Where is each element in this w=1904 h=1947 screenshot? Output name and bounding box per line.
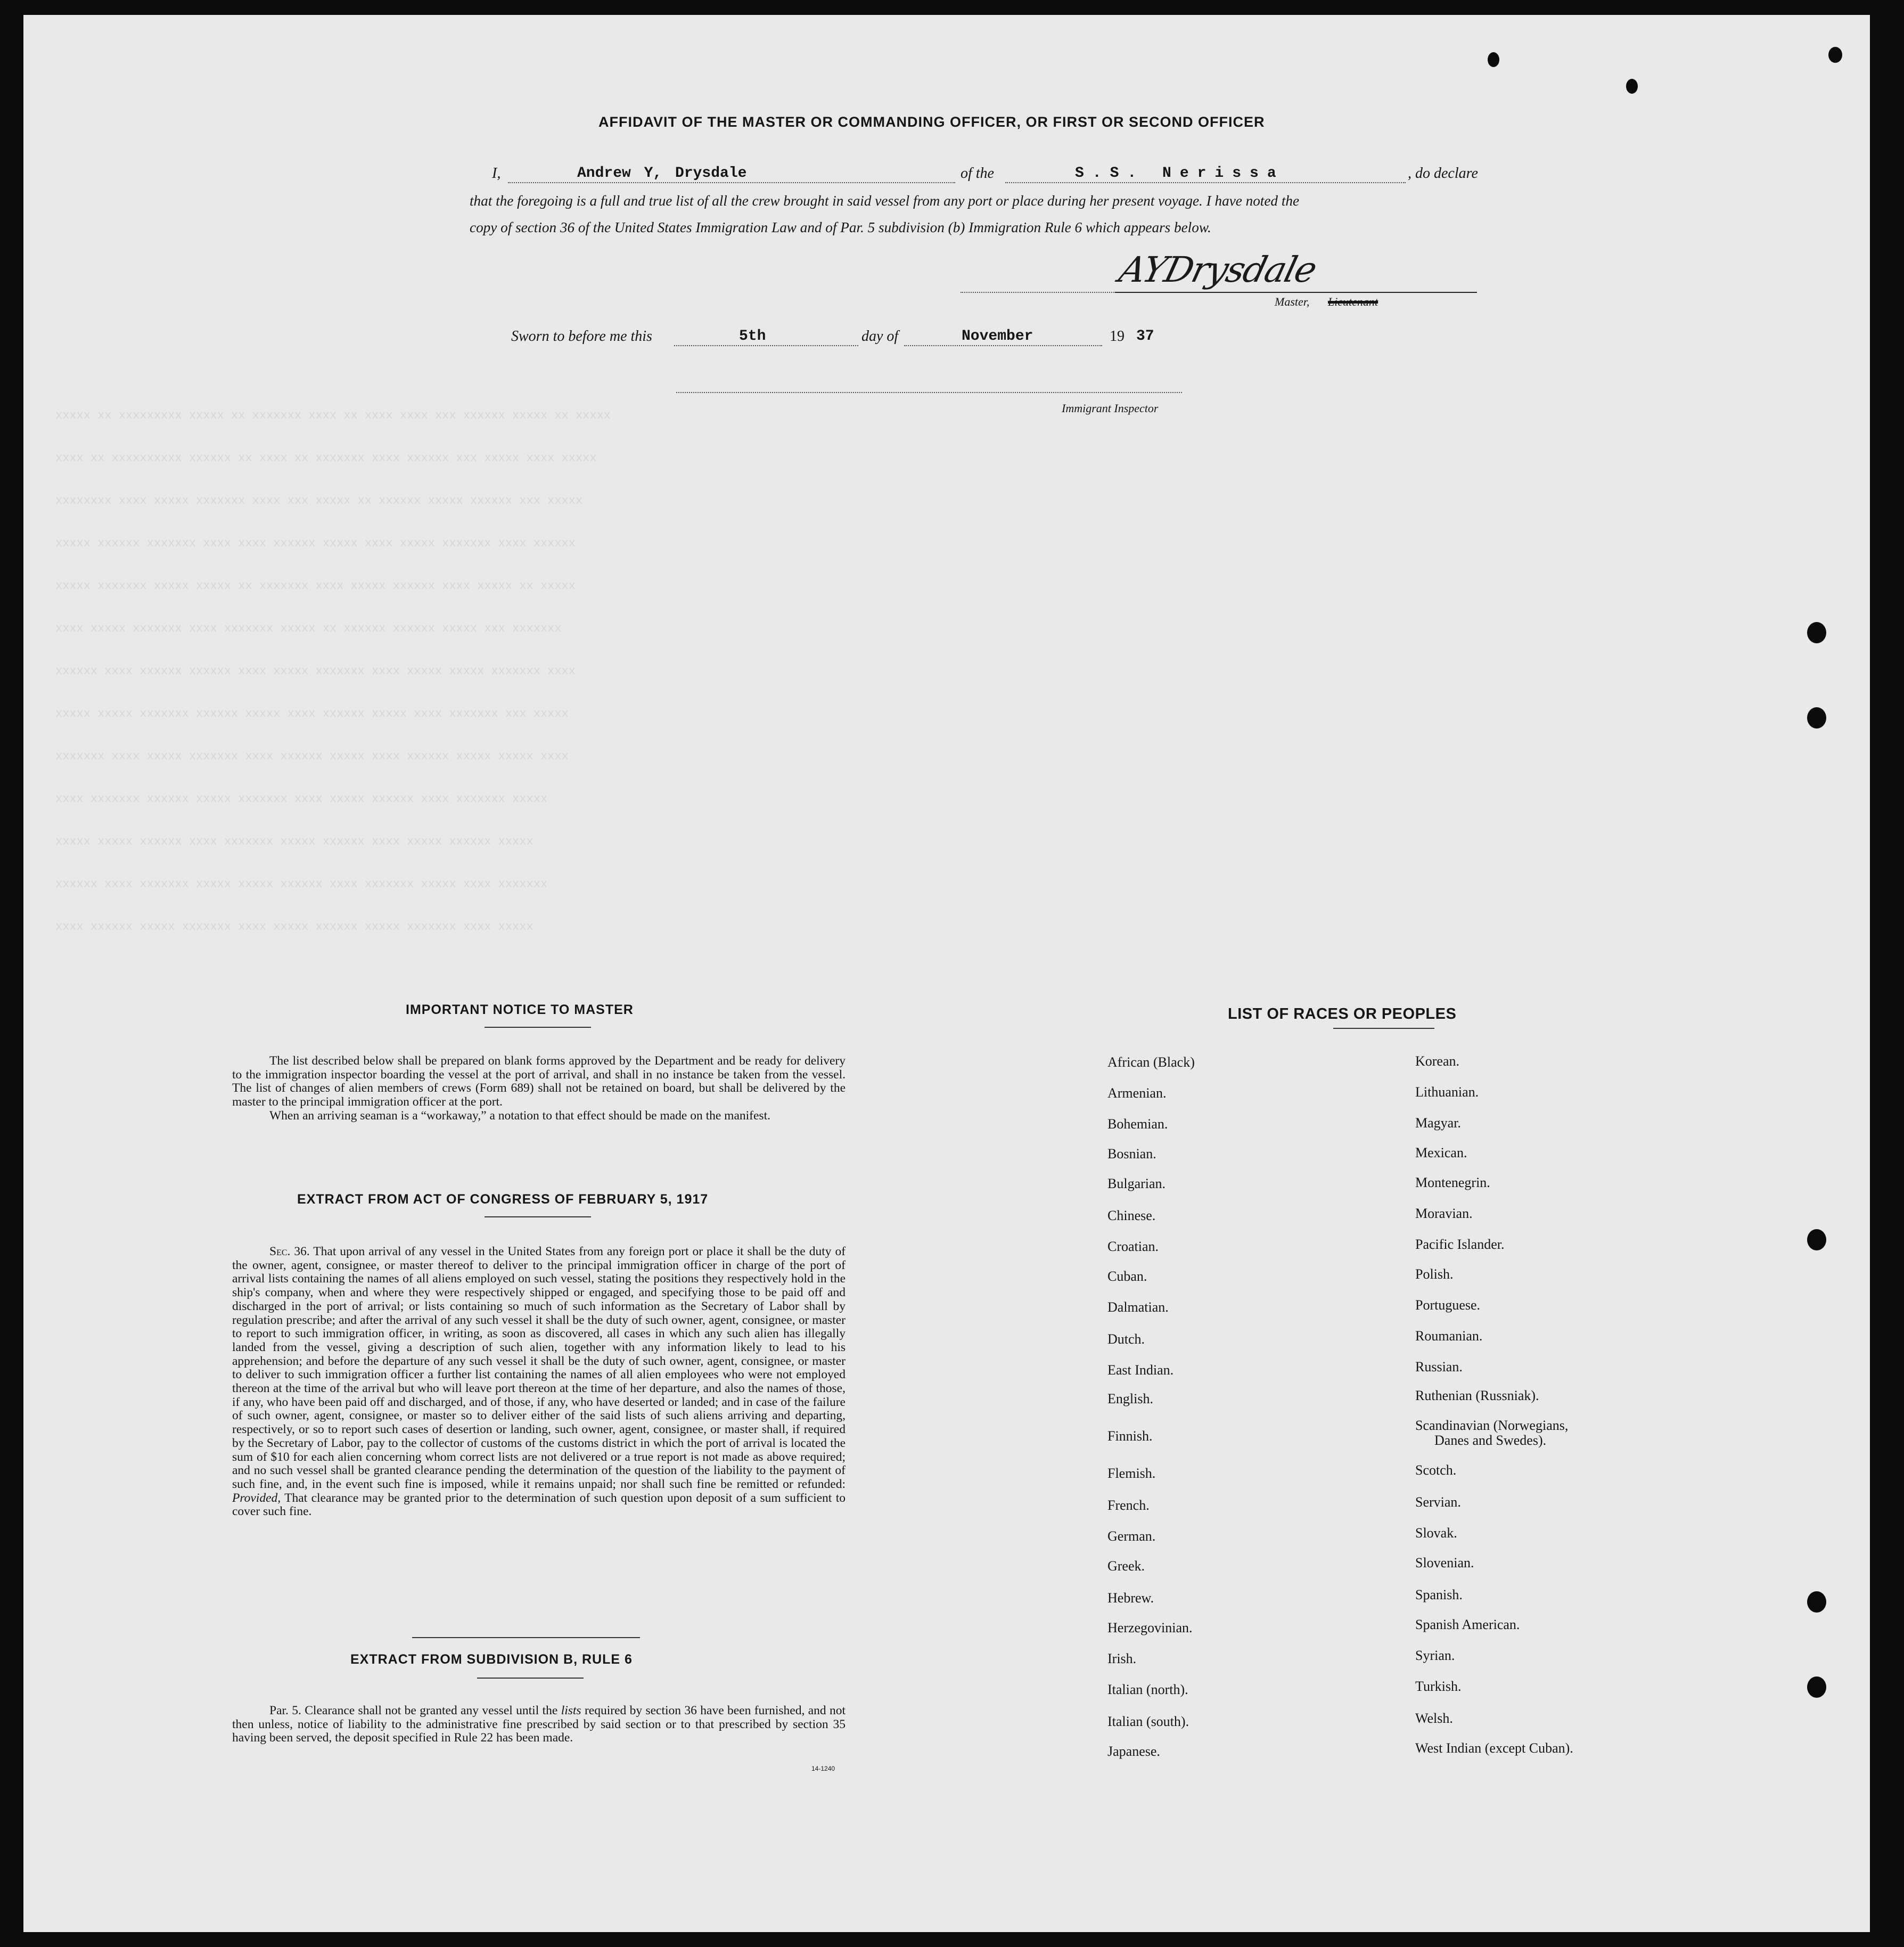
race-item: Herzegovinian.: [1107, 1620, 1193, 1635]
race-item: Syrian.: [1415, 1648, 1455, 1663]
punch-hole: [1807, 1676, 1826, 1698]
races-divider: [1333, 1028, 1434, 1029]
race-item: Italian (north).: [1107, 1682, 1188, 1697]
race-item: Danes and Swedes).: [1434, 1433, 1547, 1448]
punch-hole: [1807, 1229, 1826, 1250]
race-item: Welsh.: [1415, 1711, 1453, 1726]
sworn-day: 5th: [739, 328, 766, 345]
rule-extract-title: EXTRACT FROM SUBDIVISION B, RULE 6: [350, 1652, 633, 1667]
race-item: Scandinavian (Norwegians,: [1415, 1418, 1569, 1433]
race-item: Magyar.: [1415, 1115, 1461, 1131]
punch-hole: [1626, 79, 1638, 94]
name-line: [508, 182, 955, 183]
punch-hole: [1807, 707, 1826, 729]
race-item: Dutch.: [1107, 1331, 1145, 1347]
affidavit-statement-2: copy of section 36 of the United States Immigration Law and of Par. 5 subdivision (b) Immigration Rule 6 which appears below.: [470, 219, 1211, 235]
punch-hole: [1807, 622, 1826, 643]
race-item: Roumanian.: [1415, 1328, 1483, 1344]
affidavit-do-declare: , do declare: [1408, 165, 1478, 182]
act-extract-title: EXTRACT FROM ACT OF CONGRESS OF FEBRUARY 5, 1917: [297, 1192, 709, 1207]
affidavit-title: AFFIDAVIT OF THE MASTER OR COMMANDING OFFICER, OR FIRST OR SECOND OFFICER: [598, 114, 1265, 130]
rule-extract-divider: [477, 1678, 584, 1679]
affidavit-statement-1: that the foregoing is a full and true list of all the crew brought in said vessel from any port or place during her present voyage. I have noted the: [470, 193, 1300, 209]
race-item: Flemish.: [1107, 1466, 1156, 1481]
master-signature: AYDrysdale: [1115, 249, 1320, 290]
race-item: Slovak.: [1415, 1525, 1457, 1541]
race-item: Cuban.: [1107, 1269, 1147, 1284]
rule-extract-top-divider: [412, 1637, 640, 1638]
notice-title: IMPORTANT NOTICE TO MASTER: [406, 1002, 634, 1017]
race-item: Mexican.: [1415, 1145, 1467, 1160]
signature-role-struck: Lieutenant: [1328, 295, 1378, 308]
races-title: LIST OF RACES OR PEOPLES: [1228, 1005, 1457, 1022]
inspector-label: Immigrant Inspector: [1062, 402, 1159, 415]
section-label: Sec. 36.: [269, 1245, 310, 1258]
race-item: Bohemian.: [1107, 1116, 1168, 1132]
section-36-text-end: That clearance may be granted prior to the determination of such question upon deposit of a sum sufficient to cover such fine.: [232, 1491, 846, 1519]
race-item: German.: [1107, 1528, 1156, 1544]
race-item: Japanese.: [1107, 1744, 1160, 1759]
race-item: Hebrew.: [1107, 1590, 1154, 1606]
rule-extract-body: [232, 1704, 846, 1745]
affidavit-pre-name: I,: [492, 165, 501, 182]
race-item: Spanish.: [1415, 1587, 1463, 1602]
race-item: Scotch.: [1415, 1462, 1457, 1478]
race-item: Bulgarian.: [1107, 1176, 1166, 1191]
lists-word: lists: [561, 1704, 581, 1717]
punch-hole: [1828, 47, 1842, 63]
race-item: Slovenian.: [1415, 1555, 1474, 1570]
race-item: Armenian.: [1107, 1085, 1167, 1101]
race-item: Pacific Islander.: [1415, 1237, 1505, 1252]
race-item: Lithuanian.: [1415, 1084, 1479, 1100]
signature-line: [1115, 292, 1477, 293]
race-item: Croatian.: [1107, 1239, 1159, 1254]
race-item: Bosnian.: [1107, 1146, 1156, 1161]
race-item: Moravian.: [1415, 1206, 1473, 1221]
race-item: Polish.: [1415, 1266, 1454, 1282]
notice-divider: [485, 1027, 591, 1028]
act-extract-body: [232, 1245, 846, 1519]
provided-word: Provided,: [232, 1491, 281, 1505]
race-item: Korean.: [1415, 1053, 1460, 1069]
section-36-text: That upon arrival of any vessel in the United States from any foreign port or place it shall be the duty of the owner, agent, consignee, or master thereof to deliver to the principal immigration officer in charge of the port of arrival lists containing the names of all aliens employed on such vessel, stating the positions they respectively hold in the ship's company, when and where they were respectively shipped or engaged, and specifying those to be paid off and discharged in the port of arrival; or lists containing so much of such information as the Secretary of Labor shall by regulation prescribe; and after the arrival of any such vessel it shall be the duty of such owner, agent, consignee, or master to report to such immigration officer, in writing, as soon as discovered, all cases in which any such alien has illegally landed from the vessel, giving a description of such alien, together with any information likely to lead to his apprehension; and before the departure of any such vessel it shall be the duty of such owner, agent, consignee, or master to deliver to such immigration officer a further list containing the names of all alien employees who were not employed thereon at the time of the arrival but who will leave port thereon at the time of her departure, and also the names of those, if any, who have been paid off and discharged, and of those, if any, who have deserted or landed; and in case of the failure of such owner, agent, consignee, or master so to deliver either of the said lists of such aliens arriving and departing, respectively, or so to report such cases of desertion or landing, such owner, agent, consignee, or master shall, if required by the Secretary of Labor, pay to the collector of customs of the customs district in which the port of arrival is located the sum of $10 for each alien concerning whom correct lists are not delivered or a true report is not made as above required; and no such vessel shall be granted clearance pending the determination of the question of the liability to the payment of such fine, and, in the event such fine is imposed, while it remains unpaid; nor shall such fine be remitted or refunded:: [232, 1245, 846, 1491]
sworn-year-prefix: 19: [1110, 328, 1125, 345]
race-item: Finnish.: [1107, 1428, 1153, 1444]
vessel-name: S.S. Nerissa: [1075, 165, 1285, 182]
race-item: Russian.: [1415, 1359, 1463, 1375]
document-page: xxxxx xx xxxxxxxxx xxxxx xx xxxxxxx xxxx xx xxxx xxxx xxx xxxxxx xxxxx xx xxxxx xxxx xx xxxxxxxxxx xxxxxx xx xxxx xx xxxxxxx xxxx xxxxxx xxx xxxxx xxxx xxxxx xxxxxxxx xxxx xxxxx xxxxxxx xxxx xxx xxxxx xx xxxxxx xxxxx xxxxxx xxx xxxxx xxxxx xxxxxx xxxxxxx xxxx xxxx xxxxxx xxxxx xxxx xxxxx xxxxxxx xxxx xxxxxx xxxxx xxxxxxx xxxxx xxxxx xx xxxxxxx xxxx xxxxx xxxxxx xxxx xxxxx xx xxxxx xxxx xxxxx xxxxxxx xxxx xxxxxxx xxxxx xx xxxxxx xxxxxx xxxxx xxx xxxxxxx xxxxxx xxxx xxxxxx xxxxxx xxxx xxxxx xxxxxxx xxxx xxxxx xxxxx xxxxxxx xxxx xxxxx xxxxx xxxxxxx xxxxxx xxxxx xxxx xxxxxx xxxxx xxxx xxxxxxx xxx xxxxx xxxxxxx xxxx xxxxx xxxxxxx xxxx xxxxxx xxxxx xxxx xxxxxx xxxxx xxxxx xxxx xxxx xxxxxxx xxxxxx xxxxx xxxxxxx xxxx xxxxx xxxxxx xxxx xxxxxxx xxxxx xxxxx xxxxx xxxxxx xxxx xxxxxxx xxxxx xxxxxx xxxx xxxxx xxxxxx xxxxx xxxxxx xxxx xxxxxxx xxxxx xxxxx xxxxxx xxxx xxxxxxx xxxxx xxxx xxxxxxx xxxx xxxxxx xxxxx xxxxxxx xxxx xxxxx xxxxxx xxxxx xxxxxxx xxxx xxxxx AFFIDAVIT OF THE MASTER OR COMMANDING OFFICER, OR FIRST OR SECOND OFFICER I, Andrew Y, Drysdale of the S.S. Nerissa , do declare that the foregoing is a full and true list of all the crew brought in said vessel from any port or place during her present voyage. I have noted the copy of section 36 of the United States Immigration Law and of Par. 5 subdivision (b) Immigration Rule 6 which appears below. AYDrysdale Master, Lieutenant Sworn to before me this 5th day of November 19 37 Immigrant Inspector IMPORTANT NOTICE TO MASTER The list described below shall be prepared on blank forms approved by the Department and be ready for delivery to the immigration inspector boarding the vessel at the port of arrival, and shall in no instance be taken from the vessel. The list of changes of alien members of crews (Form 689) shall not be retained on board, but shall be delivered by the master to the principal immigration officer at the port. When an arriving seaman is a “workaway,” a notation to that effect should be made on the manifest. EXTRACT FROM ACT OF CONGRESS OF FEBRUARY 5, 1917 Sec. 36. That upon arrival of any vessel in the United States from any foreign port or place it shall be the duty of the owner, agent, consignee, or master thereof to deliver to the principal immigration officer in charge of the port of arrival lists containing the names of all aliens employed on such vessel, stating the positions they respectively hold in the ship's company, when and where they were respectively shipped or engaged, and specifying those to be paid off and discharged in the port of arrival; or lists containing so much of such information as the Secretary of Labor shall by regulation prescribe; and after the arrival of any such vessel it shall be the duty of such owner, agent, consignee, or master to report to such immigration officer, in writing, as soon as discovered, all cases in which any such alien has illegally landed from the vessel, giving a description of such alien, together with any information likely to lead to his apprehension; and before the departure of any such vessel it shall be the duty of such owner, agent, consignee, or master to deliver to such immigration officer a further list containing the names of all alien employees who were not employed thereon at the time of the arrival but who will leave port thereon at the time of her departure, and also the names of those, if any, who have been paid off and discharged, and of those, if any, who have deserted or landed; and in case of the failure of such owner, agent, consignee, or master so to deliver either of the said lists of such aliens arriving and departing, respectively, or so to report such cases of desertion or landing, such owner, agent, consignee, or master shall, if required by the Secretary of Labor, pay to the collector of customs of the customs district in which the port of arrival is located the sum of $10 for each alien concerning whom correct lists are not delivered or a true report is not made as above required; and no such vessel shall be granted clearance pending the determination of the question of the liability to the payment of such fine, and, in the event such fine is imposed, while it remains unpaid; nor shall such fine be remitted or refunded: Provided, That clearance may be granted prior to the determination of such question upon deposit of a sum sufficient to cover such fine. EXTRACT FROM SUBDIVISION B, RULE 6 Par. 5. Clearance shall not be granted any vessel until the lists required by section 36 have been furnished, and not then unless, notice of liability to the administrative fine prescribed by said section or to that prescribed by section 35 having been served, the deposit specified in Rule 22 has been made. 14-1240 LIST OF RACES OR PEOPLES African (Black) Armenian. Bohemian. Bosnian. Bulgarian. Chinese. Croatian. Cuban. Dalmatian. Dutch. East Indian. English. Finnish. Flemish. French. German. Greek. Hebrew. Herzegovinian. Irish. Italian (north). Italian (south). Japanese. Korean. Lithuanian. Magyar. Mexican. Montenegrin. Moravian. Pacific Islander. Polish. Portuguese. Roumanian. Russian. Ruthenian (Russniak). Scandinavian (Norwegians, Danes and Swedes). Scotch. Servian. Slovak. Slovenian. Spanish. Spanish American. Syrian. Turkish. Welsh. West Indian (except Cuban).: [23, 15, 1870, 1932]
race-item: Italian (south).: [1107, 1714, 1189, 1729]
race-item: English.: [1107, 1391, 1153, 1406]
sworn-prefix: Sworn to before me this: [511, 328, 652, 345]
race-item: African (Black): [1107, 1054, 1195, 1070]
sworn-year-suffix: 37: [1136, 328, 1154, 345]
race-item: Irish.: [1107, 1651, 1137, 1666]
race-item: Servian.: [1415, 1494, 1461, 1510]
race-item: Greek.: [1107, 1558, 1145, 1574]
affidavit-of-the: of the: [961, 165, 994, 182]
notice-paragraph-1: The list described below shall be prepared on blank forms approved by the Department and be ready for delivery to the immigration inspector boarding the vessel at the port of arrival, and shall in no instance be taken from the vessel. The list of changes of alien members of crews (Form 689) shall not be retained on board, but shall be delivered by the master to the principal immigration officer at the port.: [232, 1054, 846, 1109]
punch-hole: [1488, 52, 1499, 67]
race-item: French.: [1107, 1498, 1150, 1513]
race-item: Spanish American.: [1415, 1617, 1520, 1632]
act-extract-divider: [485, 1216, 591, 1217]
inspector-signature-line: [676, 392, 1182, 393]
sworn-day-line: [674, 345, 858, 346]
sworn-month: November: [962, 328, 1033, 345]
race-item: West Indian (except Cuban).: [1415, 1740, 1573, 1756]
rule-text-b: required by section 36 have been furnished, and not then unless, notice of liability to the administrative fine prescribed by said section or to that prescribed by section 35 having been served, the deposit specified in Rule 22 has been made.: [232, 1704, 846, 1745]
form-number: 14-1240: [811, 1765, 835, 1772]
race-item: Ruthenian (Russniak).: [1415, 1388, 1539, 1403]
signature-role: Master,: [1275, 295, 1310, 308]
sworn-day-of: day of: [861, 328, 899, 345]
master-name: Andrew Y, Drysdale: [577, 165, 747, 182]
signature-dotted-line: [961, 292, 1142, 293]
sworn-month-line: [904, 345, 1102, 346]
race-item: Montenegrin.: [1415, 1175, 1490, 1190]
notice-body: [232, 1054, 846, 1123]
race-item: Dalmatian.: [1107, 1299, 1169, 1315]
race-item: Turkish.: [1415, 1679, 1462, 1694]
race-item: East Indian.: [1107, 1362, 1174, 1378]
race-item: Chinese.: [1107, 1208, 1156, 1223]
notice-paragraph-2: When an arriving seaman is a “workaway,” a notation to that effect should be made on the manifest.: [269, 1108, 770, 1123]
punch-hole: [1807, 1591, 1826, 1613]
race-item: Portuguese.: [1415, 1297, 1481, 1313]
rule-text-a: Par. 5. Clearance shall not be granted any vessel until the: [269, 1704, 558, 1717]
vessel-line: [1005, 182, 1406, 183]
